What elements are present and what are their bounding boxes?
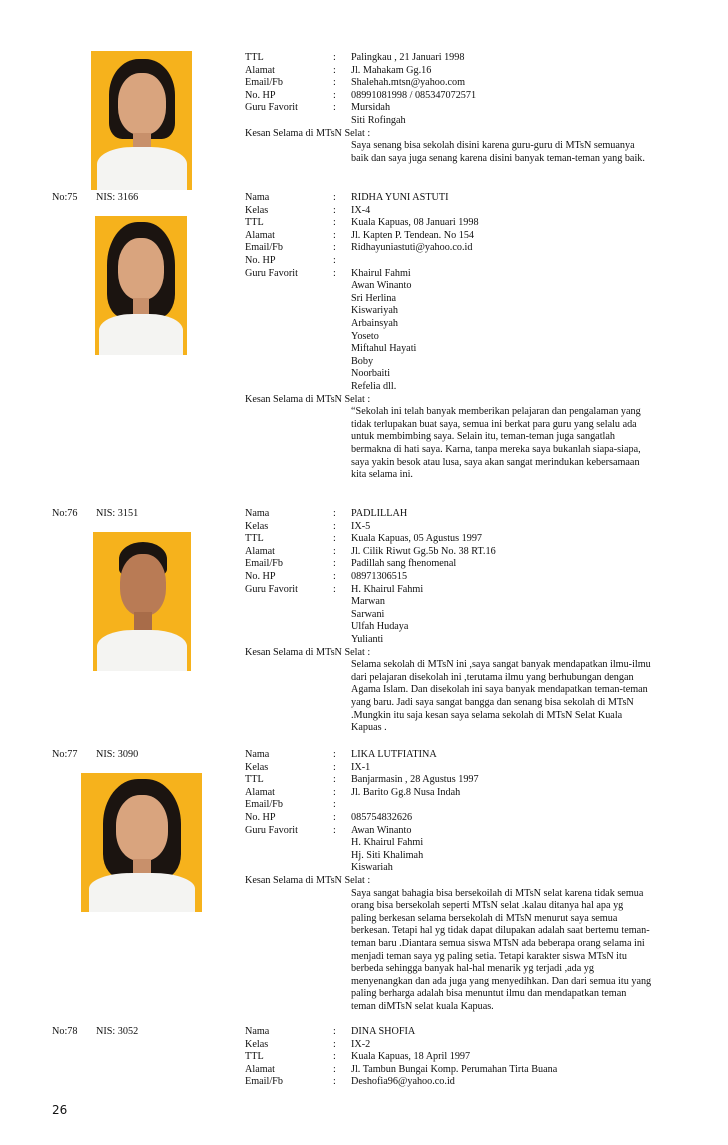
- field-label: Alamat: [245, 545, 275, 557]
- field-value: Kuala Kapuas, 05 Agustus 1997: [351, 533, 483, 545]
- field-colon: :: [333, 520, 336, 532]
- field-colon: :: [333, 64, 336, 76]
- field-value: Deshofia96@yahoo.co.id: [351, 1076, 455, 1088]
- field-label: Nama: [245, 1026, 270, 1037]
- field-colon: :: [333, 533, 336, 545]
- field-colon: :: [333, 242, 336, 254]
- field-value: Yoseto: [351, 330, 379, 342]
- field-label: Nama: [245, 749, 270, 760]
- field-label: Kelas: [245, 1038, 269, 1050]
- student-number: No:77: [52, 749, 78, 760]
- field-colon: :: [333, 77, 336, 89]
- field-label: No. HP: [245, 89, 276, 101]
- kesan-text-line: teman diMTsN selat kuala Kapuas.: [351, 1001, 494, 1012]
- field-value: IX-5: [351, 520, 371, 532]
- kesan-text-line: bermakna di hati saya. Karna, tanpa mereka saya bukanlah siapa-siapa,: [351, 444, 641, 455]
- field-value: Banjarmasin , 28 Agustus 1997: [351, 774, 479, 786]
- field-label: Email/Fb: [245, 558, 283, 570]
- field-label: TTL: [245, 217, 264, 229]
- field-value: Kuala Kapuas, 18 April 1997: [351, 1051, 471, 1063]
- field-colon: :: [333, 102, 336, 114]
- kesan-text-line: Selama sekolah di MTsN ini ,saya sangat banyak mendapatkan ilmu-ilmu: [351, 659, 651, 671]
- field-label: Kelas: [245, 520, 269, 532]
- field-label: Email/Fb: [245, 1076, 283, 1088]
- field-value: Mursidah: [351, 102, 391, 114]
- field-colon: :: [333, 749, 336, 760]
- field-value: Jl. Mahakam Gg.16: [351, 64, 432, 76]
- field-label: TTL: [245, 533, 264, 545]
- student-photo-prev: [91, 51, 192, 190]
- kesan-text-line: baik dan saya juga senang karena disini banyak teman-teman yang baik.: [351, 152, 645, 164]
- student-nis: NIS: 3090: [96, 749, 139, 760]
- field-value: RIDHA YUNI ASTUTI: [351, 192, 449, 203]
- field-value: Boby: [351, 355, 374, 367]
- kesan-text-line: menjadi teman saya yg paling setia. Tetapi karakter siswa MTsN itu: [351, 950, 627, 962]
- field-label: Guru Favorit: [245, 102, 298, 114]
- field-colon: :: [333, 217, 336, 229]
- kesan-text-line: Agama Islam. Dan disekolah ini saya banyak mendapatkan teman-teman: [351, 684, 648, 696]
- field-label: Alamat: [245, 229, 275, 241]
- field-value: Marwan: [351, 596, 385, 608]
- field-label: Email/Fb: [245, 799, 283, 811]
- field-value: Sarwani: [351, 608, 385, 620]
- student-nis: NIS: 3166: [96, 192, 139, 203]
- field-label: TTL: [245, 52, 264, 63]
- field-colon: :: [333, 267, 336, 279]
- kesan-text-line: untuk membimbing saya. Selain itu, teman-teman juga sangatlah: [351, 431, 615, 443]
- kesan-text-line: kita selama ini.: [351, 469, 413, 481]
- field-label: Guru Favorit: [245, 267, 298, 279]
- field-value: 085754832626: [351, 812, 413, 823]
- field-value: IX-1: [351, 761, 371, 773]
- field-label: Email/Fb: [245, 77, 283, 89]
- kesan-text-line: dari pelajaran disekolah ini ,terutama ilmu yang berhubungan dengan: [351, 671, 634, 683]
- field-colon: :: [333, 774, 336, 786]
- kesan-text-line: yang baru. Jadi saya sangat bangga dan senang bisa sekolah di MTsN: [351, 697, 634, 708]
- kesan-label: Kesan Selama di MTsN Selat :: [245, 875, 371, 886]
- field-label: Alamat: [245, 1063, 275, 1075]
- field-value: Palingkau , 21 Januari 1998: [351, 52, 465, 63]
- field-label: TTL: [245, 1051, 264, 1063]
- field-value: Awan Winanto: [351, 824, 412, 836]
- field-value: Jl. Tambun Bungai Komp. Perumahan Tirta Buana: [351, 1063, 558, 1075]
- field-colon: :: [333, 89, 336, 101]
- field-colon: :: [333, 545, 336, 557]
- kesan-label: Kesan Selama di MTsN Selat :: [245, 646, 371, 658]
- field-label: Email/Fb: [245, 242, 283, 254]
- kesan-text-line: paling berharga adalah bisa menuntut ilmu dan mendapatkan teman: [351, 988, 627, 1000]
- field-label: No. HP: [245, 255, 276, 266]
- field-colon: :: [333, 52, 336, 63]
- field-colon: :: [333, 571, 336, 582]
- field-value: Noorbaiti: [351, 368, 391, 380]
- field-value: Siti Rofingah: [351, 115, 406, 126]
- field-colon: :: [333, 558, 336, 570]
- field-value: Kuala Kapuas, 08 Januari 1998: [351, 217, 479, 229]
- student-number: No:75: [52, 192, 78, 203]
- page-number: 26: [52, 1103, 68, 1117]
- field-colon: :: [333, 812, 336, 823]
- kesan-text-line: saya yakin besok atau lusa, saya akan sangat merindukan kebersamaan: [351, 456, 640, 468]
- student-photo-77: [81, 773, 202, 912]
- field-value: H. Khairul Fahmi: [351, 837, 424, 849]
- kesan-text-line: orang bisa bersekolah seperti MTsN selat .kalau ditanya hal apa yg: [351, 900, 624, 912]
- field-value: IX-4: [351, 204, 371, 216]
- field-value: 08971306515: [351, 571, 408, 582]
- kesan-text-line: berbeda sehingga banyak hal-hal menarik yg terjadi ,ada yg: [351, 963, 594, 975]
- field-value: Jl. Kapten P. Tendean. No 154: [351, 229, 475, 241]
- field-label: Kelas: [245, 761, 269, 773]
- field-colon: :: [333, 1051, 336, 1063]
- student-photo-76: [93, 532, 191, 671]
- kesan-text-line: Saya sangat bahagia bisa bersekoilah di MTsN selat karena tidak semua: [351, 887, 644, 899]
- student-nis: NIS: 3151: [96, 508, 139, 519]
- field-colon: :: [333, 1026, 336, 1037]
- student-photo-75: [95, 216, 187, 355]
- field-label: Guru Favorit: [245, 583, 298, 595]
- kesan-label: Kesan Selama di MTsN Selat :: [245, 393, 371, 405]
- field-label: Nama: [245, 192, 270, 203]
- kesan-text-line: teman baru .Diantara semua siswa MTsN ada beberapa orang selama ini: [351, 938, 645, 949]
- field-value: Jl. Barito Gg.8 Nusa Indah: [351, 786, 461, 798]
- field-value: Khairul Fahmi: [351, 267, 411, 279]
- field-label: Alamat: [245, 786, 275, 798]
- field-label: No. HP: [245, 571, 276, 582]
- field-label: Nama: [245, 508, 270, 519]
- kesan-text-line: paling berkesan selama bersekolah di MTsN menurut saya semua: [351, 912, 618, 924]
- field-value: Arbainsyah: [351, 318, 398, 329]
- field-colon: :: [333, 1076, 336, 1088]
- kesan-text-line: berkesan. Tetapi hal yg tidak dapat dilupakan adalah saat bertemu teman-: [351, 925, 650, 937]
- field-value: Miftahul Hayati: [351, 343, 417, 355]
- field-colon: :: [333, 508, 336, 519]
- field-value: Kiswariah: [351, 862, 393, 874]
- field-colon: :: [333, 204, 336, 216]
- kesan-text-line: tidak terlupakan buat saya, semua ini berkat para guru yang selalu ada: [351, 418, 637, 430]
- field-value: Sri Herlina: [351, 292, 396, 304]
- kesan-text-line: .Mungkin itu saja kesan saya selama sekolah di MTsN Selat Kuala: [351, 709, 623, 721]
- field-value: Ridhayuniastuti@yahoo.co.id: [351, 242, 473, 254]
- field-value: Shalehah.mtsn@yahoo.com: [351, 77, 466, 89]
- field-label: Kelas: [245, 204, 269, 216]
- field-value: Padillah sang fhenomenal: [351, 558, 457, 570]
- field-value: Awan Winanto: [351, 280, 412, 292]
- field-colon: :: [333, 761, 336, 773]
- field-value: H. Khairul Fahmi: [351, 583, 424, 595]
- field-colon: :: [333, 229, 336, 241]
- field-value: LIKA LUTFIATINA: [351, 749, 437, 760]
- kesan-text-line: menyenangkan dan ada juga yang menyedihkan. Dan dari semua itu yang: [351, 975, 652, 987]
- field-label: Guru Favorit: [245, 824, 298, 836]
- kesan-label: Kesan Selama di MTsN Selat :: [245, 127, 371, 139]
- student-nis: NIS: 3052: [96, 1026, 139, 1037]
- kesan-text-line: Kapuas .: [351, 722, 387, 734]
- field-colon: :: [333, 824, 336, 836]
- field-value: DINA SHOFIA: [351, 1026, 416, 1037]
- field-value: Jl. Cilik Riwut Gg.5b No. 38 RT.16: [351, 545, 496, 557]
- field-value: 08991081998 / 085347072571: [351, 89, 477, 101]
- student-number: No:76: [52, 508, 78, 519]
- field-colon: :: [333, 1063, 336, 1075]
- field-colon: :: [333, 583, 336, 595]
- kesan-text-line: Saya senang bisa sekolah disini karena guru-guru di MTsN semuanya: [351, 140, 635, 152]
- field-colon: :: [333, 786, 336, 798]
- field-value: Ulfah Hudaya: [351, 621, 409, 633]
- field-colon: :: [333, 1038, 336, 1050]
- field-value: Kiswariyah: [351, 305, 398, 317]
- field-value: PADLILLAH: [351, 508, 408, 519]
- field-colon: :: [333, 799, 336, 811]
- field-colon: :: [333, 192, 336, 203]
- field-label: No. HP: [245, 812, 276, 823]
- student-number: No:78: [52, 1026, 78, 1037]
- field-label: TTL: [245, 774, 264, 786]
- field-value: Refelia dll.: [351, 381, 397, 392]
- kesan-text-line: “Sekolah ini telah banyak memberikan pelajaran dan pengalaman yang: [351, 406, 641, 418]
- field-label: Alamat: [245, 64, 275, 76]
- field-colon: :: [333, 255, 336, 266]
- field-value: IX-2: [351, 1038, 371, 1050]
- field-value: Yulianti: [351, 634, 384, 645]
- field-value: Hj. Siti Khalimah: [351, 849, 424, 861]
